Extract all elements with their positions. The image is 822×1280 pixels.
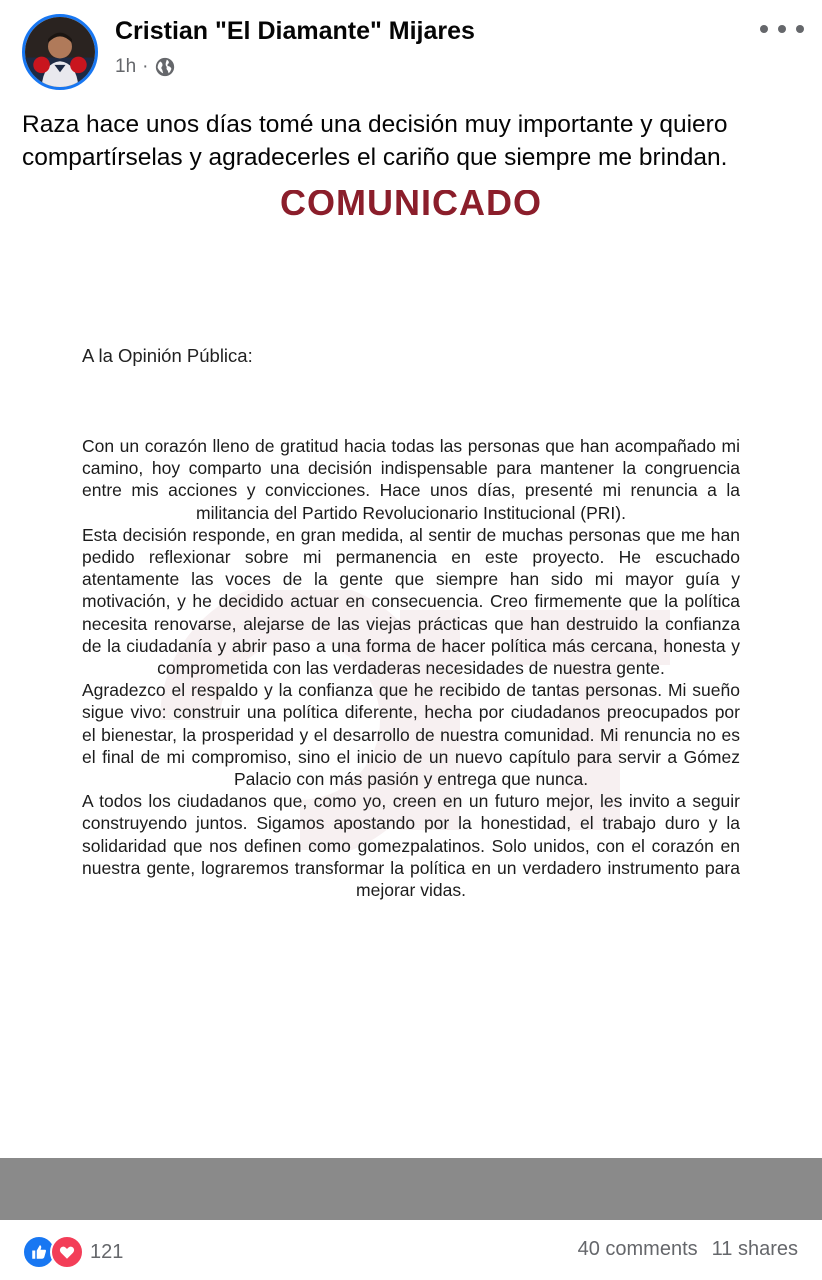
author-name[interactable]: Cristian "El Diamante" Mijares: [115, 17, 475, 45]
reactions-summary[interactable]: [22, 1236, 123, 1268]
more-dot: [796, 25, 804, 33]
love-reaction-icon: [50, 1235, 84, 1269]
post-time[interactable]: 1h: [115, 56, 137, 77]
document-paragraph: Agradezco el respaldo y la confianza que he recibido de tantas personas. Mi sueño sigue vivo: construir una política diferente, hecha por ciudadanos preocupados por el bienestar, la prosperidad y el desarrollo de nuestra comunidad. Mi renuncia no es el final de mi compromiso, sino el inicio de un nuevo capítulo para servir a Gómez Palacio con más pasión y entrega que nunca.: [82, 680, 740, 790]
reaction-count: 121: [90, 1240, 124, 1263]
post-caption: Raza hace unos días tomé una decisión muy importante y quiero compartírselas y agradecerles el cariño que siempre me brindan.: [22, 111, 728, 171]
comments-count[interactable]: 40 comments: [577, 1238, 698, 1260]
post-meta: [115, 56, 176, 78]
document-paragraph: Con un corazón lleno de gratitud hacia todas las personas que han acompañado mi camino, hoy comparto una decisión indispensable para mantener la congruencia entre mis acciones y convicciones. Hace unos días, presenté mi renuncia a la militancia del Partido Revolucionario Institucional (PRI).: [82, 436, 740, 523]
more-options-icon[interactable]: [760, 14, 804, 44]
document-greeting: A la Opinión Pública:: [82, 345, 253, 366]
author-avatar[interactable]: [22, 14, 98, 90]
image-bottom-band: [0, 1158, 822, 1220]
document-body: [82, 435, 740, 901]
document-paragraph: Esta decisión responde, en gran medida, al sentir de muchas personas que me han pedido reflexionar sobre mi permanencia en este proyecto. He escuchado atentamente las voces de la gente que siempre han sido mi mayor guía y motivación, y he decidido actuar en consecuencia. Creo firmemente que la política necesita renovarse, alejarse de las viejas prácticas que han destruido la confianza de la ciudadanía y abrir paso a una forma de hacer política más cercana, honesta y comprometida con las verdaderas necesidades de nuestra gente.: [82, 524, 740, 679]
more-dot: [778, 25, 786, 33]
post-header: [0, 0, 822, 100]
more-dot: [760, 25, 768, 33]
globe-icon: [154, 56, 176, 78]
engagement-stats: [578, 1238, 798, 1261]
avatar-image: [25, 17, 95, 87]
shares-count[interactable]: 11 shares: [711, 1238, 798, 1260]
document-title: COMUNICADO: [280, 190, 542, 223]
post-image[interactable]: [0, 190, 822, 1158]
document-paragraph: A todos los ciudadanos que, como yo, creen en un futuro mejor, les invito a seguir construyendo juntos. Sigamos apostando por la honestidad, el trabajo duro y la solidaridad que nos definen como gomezpalatinos. Solo unidos, con el corazón en nuestra gente, lograremos transformar la política en un verdadero instrumento para mejorar vidas.: [82, 791, 740, 901]
meta-separator: ·: [142, 56, 149, 77]
